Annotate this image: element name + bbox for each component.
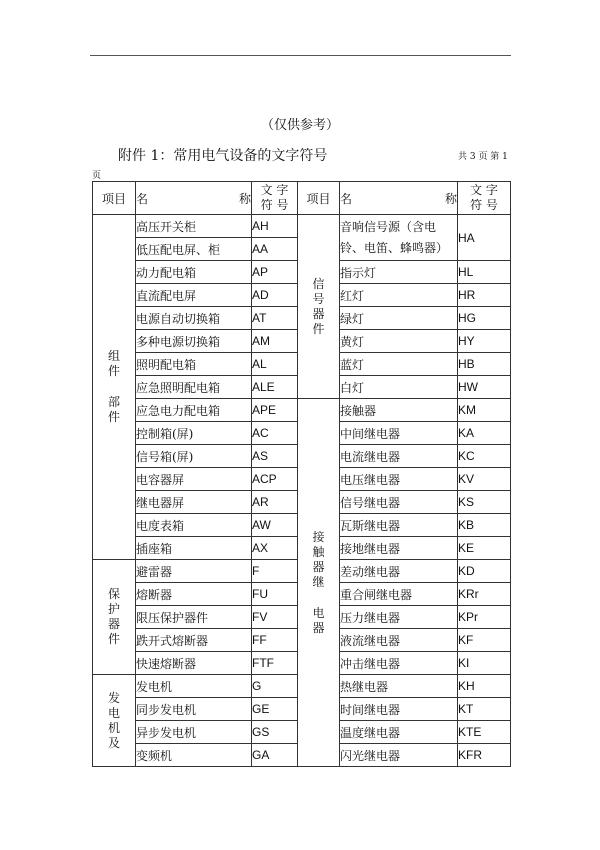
item-name: 动力配电箱 [136,261,252,284]
item-symbol: FTF [252,652,298,675]
item-symbol: AX [252,537,298,560]
item-name: 瓦斯继电器 [340,514,458,537]
item-name: 继电器屏 [136,491,252,514]
item-symbol: AL [252,353,298,376]
category-char: 器 [312,306,325,321]
category-char: 部 [107,395,120,409]
item-name: 电度表箱 [136,514,252,537]
item-symbol: AR [252,491,298,514]
category-char: 护 [107,602,120,616]
item-name: 电流继电器 [340,445,458,468]
item-symbol: GS [252,721,298,744]
category-char: 件 [312,321,325,336]
item-symbol: F [252,560,298,583]
table-header-row [93,182,511,215]
item-name: 绿灯 [340,307,458,330]
item-name: 异步发电机 [136,721,252,744]
category-char: 保 [107,587,120,601]
item-name: 低压配电屏、柜 [136,238,252,261]
item-symbol: GE [252,698,298,721]
item-name: 照明配电箱 [136,353,252,376]
item-name: 电源自动切换箱 [136,307,252,330]
header-symbol: 文 字 符 号 [458,182,511,215]
item-symbol: AW [252,514,298,537]
item-name: 电容器屏 [136,468,252,491]
item-name: 蓝灯 [340,353,458,376]
item-symbol: AA [252,238,298,261]
category-char: 组 [107,349,120,363]
item-name: 黄灯 [340,330,458,353]
item-name: 接地继电器 [340,537,458,560]
item-name: 差动继电器 [340,560,458,583]
item-symbol: HY [458,330,511,353]
item-symbol: AD [252,284,298,307]
category-cell [298,215,340,399]
item-symbol: KB [458,514,511,537]
item-symbol: KF [458,629,511,652]
item-symbol: FV [252,606,298,629]
item-name: 液流继电器 [340,629,458,652]
item-symbol: KD [458,560,511,583]
item-symbol: FU [252,583,298,606]
item-name: 电压继电器 [340,468,458,491]
category-char: 接 [312,529,325,544]
header-name: 名称 [136,182,252,215]
item-symbol: KA [458,422,511,445]
item-symbol: AP [252,261,298,284]
item-name: 闪光继电器 [340,744,458,767]
item-symbol: KE [458,537,511,560]
item-name: 多种电源切换箱 [136,330,252,353]
item-name: 跌开式熔断器 [136,629,252,652]
item-name: 冲击继电器 [340,652,458,675]
category-char: 号 [312,291,325,306]
item-name: 变频机 [136,744,252,767]
header-rule [90,55,511,56]
item-name: 应急电力配电箱 [136,399,252,422]
item-name: 中间继电器 [340,422,458,445]
item-symbol: APE [252,399,298,422]
category-char: 器 [107,617,120,631]
category-char: 机 [107,720,120,735]
item-symbol: KRr [458,583,511,606]
category-char: 器 [312,620,325,635]
page-info: 共 3 页 第 1 [458,152,508,162]
header-name: 名称 [340,182,458,215]
category-cell [93,560,136,675]
item-symbol: ALE [252,376,298,399]
item-symbol: KH [458,675,511,698]
item-name: 温度继电器 [340,721,458,744]
item-name: 控制箱(屏) [136,422,252,445]
item-symbol: KV [458,468,511,491]
item-name: 快速熔断器 [136,652,252,675]
item-symbol: HG [458,307,511,330]
item-name: 时间继电器 [340,698,458,721]
item-name: 应急照明配电箱 [136,376,252,399]
item-name: 红灯 [340,284,458,307]
category-char: 继 [312,574,325,589]
category-char: 电 [107,705,120,720]
header-item: 项目 [93,182,136,215]
item-symbol: AM [252,330,298,353]
item-symbol: KPr [458,606,511,629]
item-name: 高压开关柜 [136,215,252,238]
category-char: 电 [312,605,325,620]
item-name: 压力继电器 [340,606,458,629]
header-symbol: 文 字 符 号 [252,182,298,215]
item-symbol: FF [252,629,298,652]
category-cell [93,215,136,560]
category-char: 及 [107,735,120,750]
item-name: 熔断器 [136,583,252,606]
item-name: 接触器 [340,399,458,422]
item-name: 音响信号源（含电铃、电笛、蜂鸣器） [340,215,458,261]
category-char: 发 [107,690,120,705]
table-row [93,399,511,422]
category-char: 件 [107,410,120,424]
item-name: 直流配电屏 [136,284,252,307]
item-name: 信号继电器 [340,491,458,514]
item-symbol: AH [252,215,298,238]
item-name: 限压保护器件 [136,606,252,629]
item-symbol: HA [458,215,511,261]
item-symbol: G [252,675,298,698]
item-name: 热继电器 [340,675,458,698]
item-name: 重合闸继电器 [340,583,458,606]
item-symbol: KFR [458,744,511,767]
item-symbol: HR [458,284,511,307]
item-symbol: AS [252,445,298,468]
category-char: 件 [107,364,120,378]
reference-note: （仅供参考） [260,118,339,133]
category-cell [93,675,136,767]
item-symbol: KTE [458,721,511,744]
item-name: 发电机 [136,675,252,698]
item-symbol: HW [458,376,511,399]
item-name: 信号箱(屏) [136,445,252,468]
item-symbol: KM [458,399,511,422]
category-char: 信 [312,276,325,291]
header-item: 项目 [298,182,340,215]
item-symbol: KS [458,491,511,514]
item-symbol: KI [458,652,511,675]
item-name: 插座箱 [136,537,252,560]
item-symbol: HB [458,353,511,376]
category-char: 触 [312,544,325,559]
page-info-continued: 页 [92,171,102,181]
item-symbol: KT [458,698,511,721]
symbol-table [92,181,511,767]
table-row [93,215,511,238]
item-symbol: KC [458,445,511,468]
item-name: 避雷器 [136,560,252,583]
category-char: 件 [107,632,120,646]
category-char: 器 [312,559,325,574]
item-symbol: HL [458,261,511,284]
item-name: 白灯 [340,376,458,399]
item-symbol: ACP [252,468,298,491]
item-name: 指示灯 [340,261,458,284]
document-title: 附件 1：常用电气设备的文字符号 [118,148,328,164]
item-symbol: AC [252,422,298,445]
item-symbol: GA [252,744,298,767]
item-name: 同步发电机 [136,698,252,721]
category-cell [298,399,340,767]
item-symbol: AT [252,307,298,330]
